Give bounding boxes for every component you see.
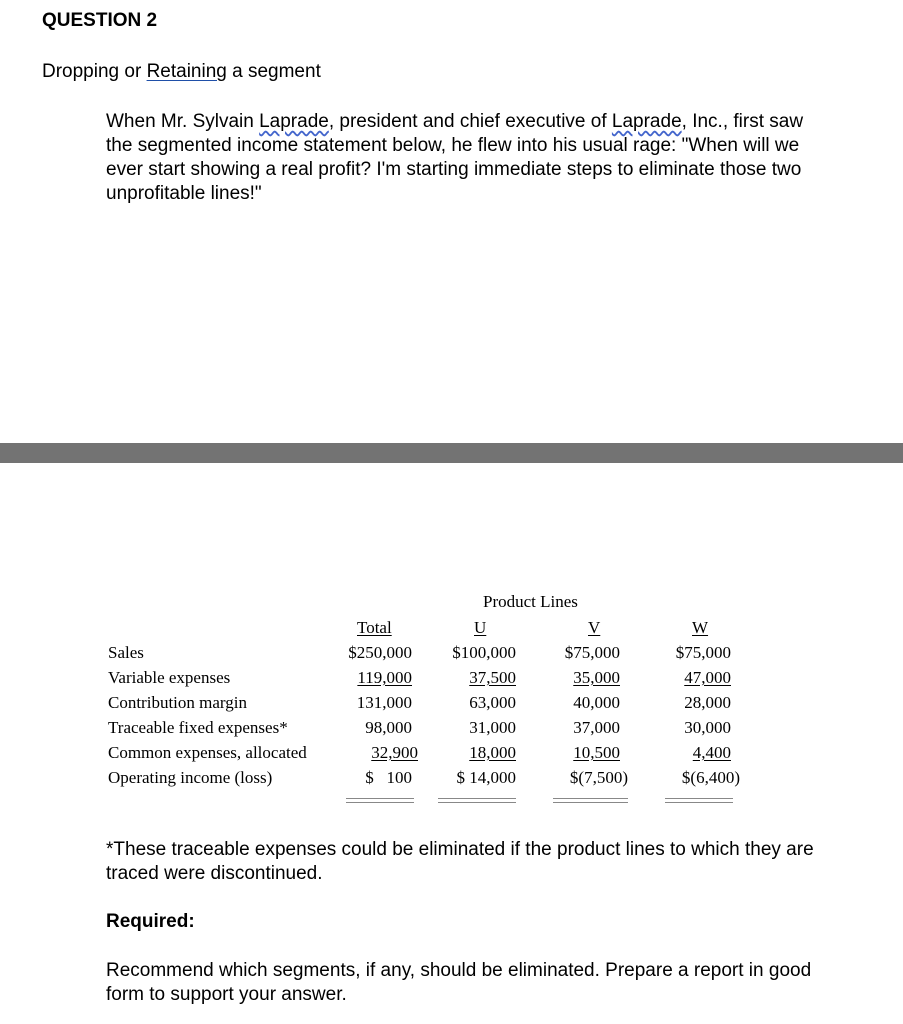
cell-sales-total: $250,000 xyxy=(348,643,412,662)
footnote: *These traceable expenses could be eliminated if the product lines to which they are traced were discontinued. xyxy=(106,839,814,884)
cell-text: 37,500 xyxy=(469,668,516,687)
column-header-total: Total xyxy=(357,618,392,637)
cell-common-w xyxy=(630,743,731,763)
cell-operating-v: $(7,500) xyxy=(569,768,628,787)
spellcheck-word-laprade[interactable]: Laprade xyxy=(259,111,329,132)
cell-traceable-total: 98,000 xyxy=(365,718,412,737)
cell-contribution-u: 63,000 xyxy=(469,693,516,712)
cell-variable-v xyxy=(520,668,620,688)
cell-sales-v: $75,000 xyxy=(564,643,620,662)
cell-operating-total: $ 100 xyxy=(365,768,412,787)
cell-traceable-v: 37,000 xyxy=(573,718,620,737)
row-label-variable-expenses: Variable expenses xyxy=(108,668,231,687)
row-label-common-expenses: Common expenses, allocated xyxy=(108,743,307,762)
row-label-contribution-margin: Contribution margin xyxy=(108,693,247,712)
cell-common-u xyxy=(410,743,516,763)
cell-text: 18,000 xyxy=(469,743,516,762)
cell-sales-u: $100,000 xyxy=(452,643,516,662)
product-lines-header: Product Lines xyxy=(483,592,578,611)
cell-sales-w: $75,000 xyxy=(675,643,731,662)
required-heading: Required: xyxy=(106,911,195,932)
column-header-w: W xyxy=(692,618,709,637)
double-underline-v xyxy=(553,798,628,803)
cell-text: 47,000 xyxy=(684,668,731,687)
intro-part-2: , president and chief executive of xyxy=(328,111,612,132)
cell-text: 35,000 xyxy=(573,668,620,687)
spellcheck-word-laprade[interactable]: Laprade xyxy=(611,111,682,132)
double-underline-total xyxy=(346,798,414,803)
cell-variable-total xyxy=(300,668,412,688)
row-label-operating-income: Operating income (loss) xyxy=(108,768,273,787)
column-header-v: V xyxy=(588,618,601,637)
subtitle-prefix: Dropping or xyxy=(42,61,147,82)
cell-contribution-total: 131,000 xyxy=(356,693,412,712)
row-label-traceable-fixed: Traceable fixed expenses* xyxy=(108,718,288,737)
cell-traceable-w: 30,000 xyxy=(684,718,731,737)
cell-common-total xyxy=(300,743,418,763)
intro-part-1: When Mr. Sylvain xyxy=(106,111,260,132)
question-title: QUESTION 2 xyxy=(42,10,158,31)
double-underline-u xyxy=(438,798,516,803)
cell-common-v xyxy=(520,743,620,763)
subtitle-suffix: a segment xyxy=(226,61,321,82)
cell-operating-w: $(6,400) xyxy=(681,768,740,787)
retaining-link[interactable]: Retaining xyxy=(146,61,227,82)
cell-variable-w xyxy=(630,668,731,688)
cell-contribution-v: 40,000 xyxy=(573,693,620,712)
cell-text: 32,900 xyxy=(371,743,418,762)
intro-part-3: , Inc., first saw the segmented income statement below, he flew into his usual rage: "When will we ever start showing a real profit? I'm starting immediate steps to eliminate those two unprofitable lines!" xyxy=(106,111,804,204)
cell-text: 10,500 xyxy=(573,743,620,762)
cell-text: 4,400 xyxy=(692,743,731,762)
required-task: Recommend which segments, if any, should be eliminated. Prepare a report in good form to support your answer. xyxy=(106,960,812,1005)
cell-traceable-u: 31,000 xyxy=(469,718,516,737)
column-header-u: U xyxy=(474,618,487,637)
cell-contribution-w: 28,000 xyxy=(684,693,731,712)
question-subtitle xyxy=(42,61,321,83)
intro-paragraph xyxy=(106,110,826,206)
double-underline-w xyxy=(665,798,733,803)
cell-variable-u xyxy=(410,668,516,688)
section-divider-bar xyxy=(0,443,903,463)
cell-text: 119,000 xyxy=(357,668,412,687)
cell-operating-u: $ 14,000 xyxy=(456,768,516,787)
row-label-sales: Sales xyxy=(108,643,144,662)
